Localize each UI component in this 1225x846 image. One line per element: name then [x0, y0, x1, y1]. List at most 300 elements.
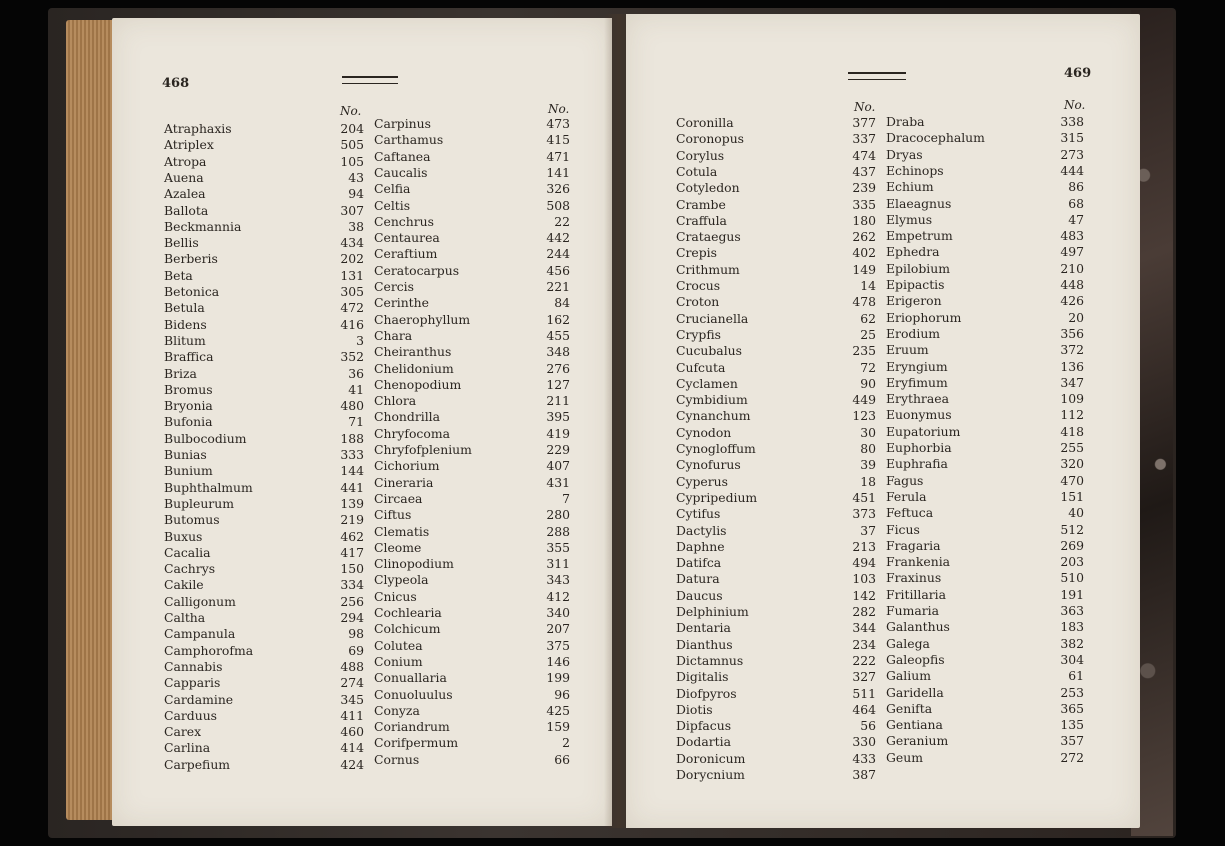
index-entry — [676, 278, 876, 294]
entry-number: 255 — [1060, 440, 1084, 455]
genus-name: Carpefium — [164, 756, 231, 772]
entry-number: 305 — [340, 284, 364, 299]
index-entry — [164, 121, 364, 137]
genus-name: Carthamus — [374, 132, 444, 148]
genus-name: Cochlearia — [374, 605, 442, 620]
index-entry — [374, 572, 570, 588]
genus-name: Clinopodium — [374, 556, 454, 572]
entry-number: 415 — [546, 132, 570, 148]
genus-name: Capparis — [164, 675, 221, 691]
entry-number: 229 — [546, 442, 570, 457]
index-entry — [374, 719, 570, 735]
index-entry — [164, 431, 364, 447]
entry-number: 407 — [546, 458, 570, 474]
entry-number: 511 — [852, 685, 876, 701]
entry-number: 222 — [852, 652, 876, 668]
genus-name: Azalea — [164, 186, 206, 202]
genus-name: Atriplex — [164, 137, 214, 153]
entry-number: 382 — [1060, 635, 1084, 651]
entry-number: 434 — [340, 235, 364, 251]
entry-number: 451 — [852, 489, 876, 505]
index-entry — [164, 382, 364, 398]
entry-number: 39 — [860, 457, 876, 473]
genus-name: Galeopfis — [886, 651, 945, 667]
index-entry — [886, 701, 1084, 717]
entry-number: 471 — [546, 148, 570, 164]
genus-name: Chaerophyllum — [374, 311, 471, 327]
entry-number: 86 — [1068, 179, 1084, 195]
entry-number: 90 — [860, 375, 876, 391]
entry-number: 150 — [340, 561, 364, 577]
index-entry — [676, 767, 876, 783]
entry-number: 494 — [852, 555, 876, 571]
entry-number: 199 — [546, 670, 570, 686]
entry-number: 159 — [546, 719, 570, 735]
genus-name: Galega — [886, 635, 930, 651]
genus-name: Geum — [886, 749, 923, 765]
index-entry — [164, 594, 364, 610]
index-entry — [886, 228, 1084, 244]
genus-name: Cardamine — [164, 691, 234, 707]
entry-number: 478 — [852, 294, 876, 310]
index-entry — [374, 426, 570, 442]
genus-name: Berberis — [164, 251, 218, 267]
index-entry — [676, 343, 876, 359]
header-rule — [848, 72, 906, 80]
entry-number: 375 — [546, 637, 570, 653]
entry-number: 142 — [852, 587, 876, 603]
genus-name: Cineraria — [374, 474, 434, 490]
index-entry — [374, 149, 570, 165]
index-entry — [374, 181, 570, 197]
genus-name: Diofpyros — [676, 685, 737, 701]
index-entry — [164, 463, 364, 479]
index-entry — [374, 703, 570, 719]
index-entry — [886, 407, 1084, 423]
index-entry — [886, 147, 1084, 163]
entry-number: 474 — [852, 147, 876, 163]
index-entry — [374, 263, 570, 279]
genus-name: Cynanchum — [676, 408, 751, 424]
index-entry — [886, 277, 1084, 293]
entry-number: 416 — [340, 316, 364, 332]
entry-number: 207 — [546, 621, 570, 637]
index-entry — [164, 675, 364, 691]
entry-number: 41 — [348, 381, 364, 397]
entry-number: 426 — [1060, 293, 1084, 309]
entry-number: 72 — [860, 359, 876, 375]
entry-number: 211 — [546, 393, 570, 409]
genus-name: Fraxinus — [886, 570, 942, 586]
entry-number: 22 — [554, 213, 570, 229]
index-entry — [676, 213, 876, 229]
genus-name: Conuallaria — [374, 670, 447, 686]
entry-number: 105 — [340, 153, 364, 169]
index-entry — [164, 170, 364, 186]
genus-name: Colchicum — [374, 621, 441, 637]
index-entry — [374, 295, 570, 311]
entry-number: 441 — [340, 479, 364, 495]
genus-name: Epilobium — [886, 260, 950, 276]
genus-name: Braffica — [164, 349, 214, 365]
genus-name: Fritillaria — [886, 586, 947, 602]
genus-name: Cynofurus — [676, 457, 741, 473]
genus-name: Carlina — [164, 740, 211, 756]
entry-number: 338 — [1060, 114, 1084, 129]
genus-name: Conyza — [374, 702, 420, 718]
index-entry — [676, 751, 876, 767]
index-entry — [374, 198, 570, 214]
genus-name: Ferula — [886, 488, 927, 504]
index-entry — [886, 505, 1084, 521]
index-entry — [886, 570, 1084, 586]
entry-number: 203 — [1060, 554, 1084, 570]
index-entry — [676, 620, 876, 636]
entry-number: 253 — [1060, 684, 1084, 700]
genus-name: Geranium — [886, 733, 949, 749]
genus-name: Beckmannia — [164, 218, 242, 234]
index-entry — [164, 643, 364, 659]
genus-name: Ceraftium — [374, 246, 438, 262]
index-entry — [676, 245, 876, 261]
no-label: No. — [1064, 98, 1086, 112]
entry-number: 151 — [1060, 488, 1084, 504]
genus-name: Eruum — [886, 342, 929, 358]
genus-name: Cymbidium — [676, 392, 748, 408]
entry-number: 43 — [348, 169, 364, 185]
index-entry — [886, 359, 1084, 375]
index-entry — [676, 457, 876, 473]
genus-name: Carpinus — [374, 116, 432, 131]
entry-number: 472 — [340, 300, 364, 316]
index-entry — [886, 473, 1084, 489]
entry-number: 136 — [1060, 358, 1084, 374]
genus-name: Frankenia — [886, 554, 951, 570]
entry-number: 68 — [1068, 195, 1084, 211]
genus-name: Cypripedium — [676, 489, 758, 505]
genus-name: Auena — [164, 169, 204, 185]
entry-number: 269 — [1060, 537, 1084, 553]
index-entry — [374, 312, 570, 328]
index-entry — [676, 653, 876, 669]
genus-name: Dryas — [886, 146, 923, 162]
index-entry — [164, 724, 364, 740]
entry-number: 131 — [340, 267, 364, 283]
index-entry — [374, 638, 570, 654]
index-entry — [886, 538, 1084, 554]
entry-number: 333 — [340, 447, 364, 462]
entry-number: 418 — [1060, 423, 1084, 439]
entry-number: 204 — [340, 121, 364, 136]
index-entry — [676, 392, 876, 408]
entry-number: 183 — [1060, 619, 1084, 635]
index-entry — [164, 757, 364, 773]
entry-number: 357 — [1060, 733, 1084, 749]
index-entry — [164, 154, 364, 170]
index-entry — [164, 366, 364, 382]
entry-number: 7 — [562, 490, 570, 506]
index-entry — [164, 545, 364, 561]
left-page — [112, 18, 612, 826]
index-entry — [164, 659, 364, 675]
entry-number: 62 — [860, 310, 876, 326]
index-entry — [676, 180, 876, 196]
entry-number: 274 — [340, 675, 364, 691]
entry-number: 25 — [860, 326, 876, 342]
genus-name: Feftuca — [886, 505, 934, 521]
entry-number: 347 — [1060, 374, 1084, 390]
entry-number: 462 — [340, 528, 364, 544]
entry-number: 273 — [1060, 146, 1084, 162]
index-entry — [164, 137, 364, 153]
genus-name: Echinops — [886, 162, 944, 178]
genus-name: Draba — [886, 114, 925, 129]
genus-name: Dentaria — [676, 620, 731, 636]
genus-name: Dorycnium — [676, 767, 745, 782]
genus-name: Corifpermum — [374, 735, 459, 751]
genus-name: Carduus — [164, 707, 218, 723]
entry-number: 330 — [852, 734, 876, 750]
index-entry — [886, 391, 1084, 407]
index-entry — [676, 490, 876, 506]
entry-number: 103 — [852, 571, 876, 587]
genus-name: Datura — [676, 571, 720, 587]
entry-number: 262 — [852, 229, 876, 245]
index-entry — [164, 692, 364, 708]
genus-name: Caucalis — [374, 164, 428, 180]
index-entry — [886, 293, 1084, 309]
entry-number: 419 — [546, 425, 570, 441]
entry-number: 473 — [546, 116, 570, 131]
entry-number: 188 — [340, 430, 364, 446]
index-entry — [886, 619, 1084, 635]
entry-number: 37 — [860, 522, 876, 538]
index-entry — [164, 300, 364, 316]
index-entry — [676, 604, 876, 620]
genus-name: Ficus — [886, 521, 920, 537]
entry-number: 221 — [546, 279, 570, 294]
index-entry — [374, 621, 570, 637]
genus-name: Digitalis — [676, 669, 729, 685]
genus-name: Crambe — [676, 196, 726, 212]
genus-name: Conuoluulus — [374, 686, 453, 702]
entry-number: 94 — [348, 186, 364, 202]
entry-number: 464 — [852, 701, 876, 717]
page-number: 469 — [1064, 66, 1092, 81]
entry-number: 377 — [852, 115, 876, 130]
index-entry — [676, 474, 876, 490]
entry-number: 135 — [1060, 717, 1084, 733]
entry-number: 337 — [852, 131, 876, 147]
index-entry — [164, 626, 364, 642]
genus-name: Bidens — [164, 316, 207, 332]
entry-number: 127 — [546, 376, 570, 392]
index-entry — [676, 588, 876, 604]
index-entry — [164, 610, 364, 626]
genus-name: Coronopus — [676, 131, 745, 147]
genus-name: Craffula — [676, 212, 727, 228]
genus-name: Cucubalus — [676, 343, 743, 359]
entry-number: 40 — [1068, 505, 1084, 521]
index-entry — [374, 442, 570, 458]
genus-name: Ciftus — [374, 507, 412, 523]
genus-name: Cenchrus — [374, 213, 434, 229]
genus-name: Eryfimum — [886, 374, 948, 390]
entry-number: 2 — [562, 735, 570, 751]
entry-number: 431 — [546, 474, 570, 490]
genus-name: Dodartia — [676, 734, 731, 750]
entry-number: 460 — [340, 724, 364, 740]
entry-number: 280 — [546, 507, 570, 523]
index-entry — [374, 687, 570, 703]
genus-name: Betula — [164, 300, 205, 316]
genus-name: Clematis — [374, 523, 430, 539]
index-entry — [374, 735, 570, 751]
genus-name: Eryngium — [886, 358, 948, 374]
genus-name: Clypeola — [374, 572, 429, 588]
genus-name: Fagus — [886, 472, 924, 488]
entry-number: 488 — [340, 658, 364, 674]
genus-name: Eupatorium — [886, 423, 961, 439]
genus-name: Cacalia — [164, 544, 211, 560]
index-entry — [676, 327, 876, 343]
entry-number: 146 — [546, 653, 570, 669]
index-entry — [676, 115, 876, 131]
entry-number: 149 — [852, 261, 876, 277]
index-entry — [164, 561, 364, 577]
entry-number: 69 — [348, 642, 364, 658]
entry-number: 425 — [546, 702, 570, 718]
index-entry — [886, 456, 1084, 472]
entry-number: 96 — [554, 686, 570, 702]
entry-number: 412 — [546, 588, 570, 604]
genus-name: Datifca — [676, 555, 722, 571]
genus-name: Cachrys — [164, 561, 216, 577]
entry-number: 355 — [546, 539, 570, 555]
entry-number: 411 — [340, 707, 364, 723]
index-entry — [164, 219, 364, 235]
entry-number: 365 — [1060, 700, 1084, 716]
index-entry — [886, 179, 1084, 195]
genus-name: Cleome — [374, 539, 422, 555]
index-entry — [676, 523, 876, 539]
genus-name: Buphthalmum — [164, 479, 253, 495]
index-entry — [676, 408, 876, 424]
genus-name: Fragaria — [886, 537, 941, 553]
entry-number: 20 — [1068, 309, 1084, 325]
genus-name: Caltha — [164, 610, 206, 625]
genus-name: Betonica — [164, 284, 220, 299]
entry-number: 288 — [546, 523, 570, 539]
entry-number: 294 — [340, 610, 364, 625]
entry-number: 123 — [852, 408, 876, 424]
index-entry — [164, 203, 364, 219]
genus-name: Dracocephalum — [886, 130, 985, 146]
genus-name: Celfia — [374, 181, 411, 197]
index-entry — [676, 686, 876, 702]
entry-number: 373 — [852, 506, 876, 522]
genus-name: Corylus — [676, 147, 725, 163]
index-entry — [374, 654, 570, 670]
entry-number: 455 — [546, 327, 570, 343]
entry-number: 414 — [340, 740, 364, 756]
entry-number: 356 — [1060, 325, 1084, 341]
no-label: No. — [548, 102, 570, 116]
genus-name: Campanula — [164, 626, 236, 642]
genus-name: Cerinthe — [374, 295, 429, 311]
genus-name: Cytifus — [676, 506, 721, 522]
genus-name: Buxus — [164, 528, 203, 544]
genus-name: Delphinium — [676, 604, 749, 619]
genus-name: Crataegus — [676, 229, 741, 245]
index-entry — [676, 702, 876, 718]
genus-name: Garidella — [886, 684, 944, 700]
genus-name: Cynodon — [676, 424, 732, 440]
index-entry — [374, 409, 570, 425]
entry-number: 36 — [348, 365, 364, 381]
genus-name: Cotyledon — [676, 180, 740, 196]
index-entry — [374, 458, 570, 474]
genus-name: Dactylis — [676, 522, 727, 538]
index-entry — [374, 230, 570, 246]
index-entry — [886, 196, 1084, 212]
entry-number: 235 — [852, 343, 876, 359]
index-entry — [886, 750, 1084, 766]
index-entry — [164, 235, 364, 251]
genus-name: Beta — [164, 267, 193, 283]
index-entry — [374, 605, 570, 621]
entry-number: 213 — [852, 538, 876, 554]
index-entry — [886, 652, 1084, 668]
entry-number: 66 — [554, 751, 570, 767]
genus-name: Erigeron — [886, 293, 942, 309]
entry-number: 202 — [340, 251, 364, 267]
genus-name: Crypfis — [676, 326, 721, 342]
index-entry — [886, 130, 1084, 146]
entry-number: 433 — [852, 750, 876, 766]
index-entry — [886, 342, 1084, 358]
genus-name: Chondrilla — [374, 409, 441, 425]
genus-name: Coronilla — [676, 115, 734, 130]
entry-number: 80 — [860, 441, 876, 456]
genus-name: Euonymus — [886, 407, 952, 423]
entry-number: 272 — [1060, 749, 1084, 765]
genus-name: Bunium — [164, 463, 213, 479]
index-entry — [374, 165, 570, 181]
no-label: No. — [854, 100, 876, 114]
index-entry — [374, 507, 570, 523]
index-entry — [886, 603, 1084, 619]
genus-name: Blitum — [164, 332, 206, 348]
index-entry — [374, 361, 570, 377]
index-entry — [886, 163, 1084, 179]
entry-number: 424 — [340, 756, 364, 772]
index-entry — [676, 229, 876, 245]
genus-name: Carex — [164, 724, 202, 740]
entry-number: 282 — [852, 604, 876, 619]
index-entry — [886, 489, 1084, 505]
page-number: 468 — [162, 76, 190, 91]
index-entry — [676, 164, 876, 180]
header-rule — [342, 76, 398, 84]
genus-name: Daphne — [676, 538, 725, 554]
index-entry — [886, 636, 1084, 652]
genus-name: Crepis — [676, 245, 717, 261]
genus-name: Galium — [886, 668, 931, 684]
entry-number: 437 — [852, 163, 876, 179]
index-entry — [676, 294, 876, 310]
entry-number: 326 — [546, 181, 570, 197]
